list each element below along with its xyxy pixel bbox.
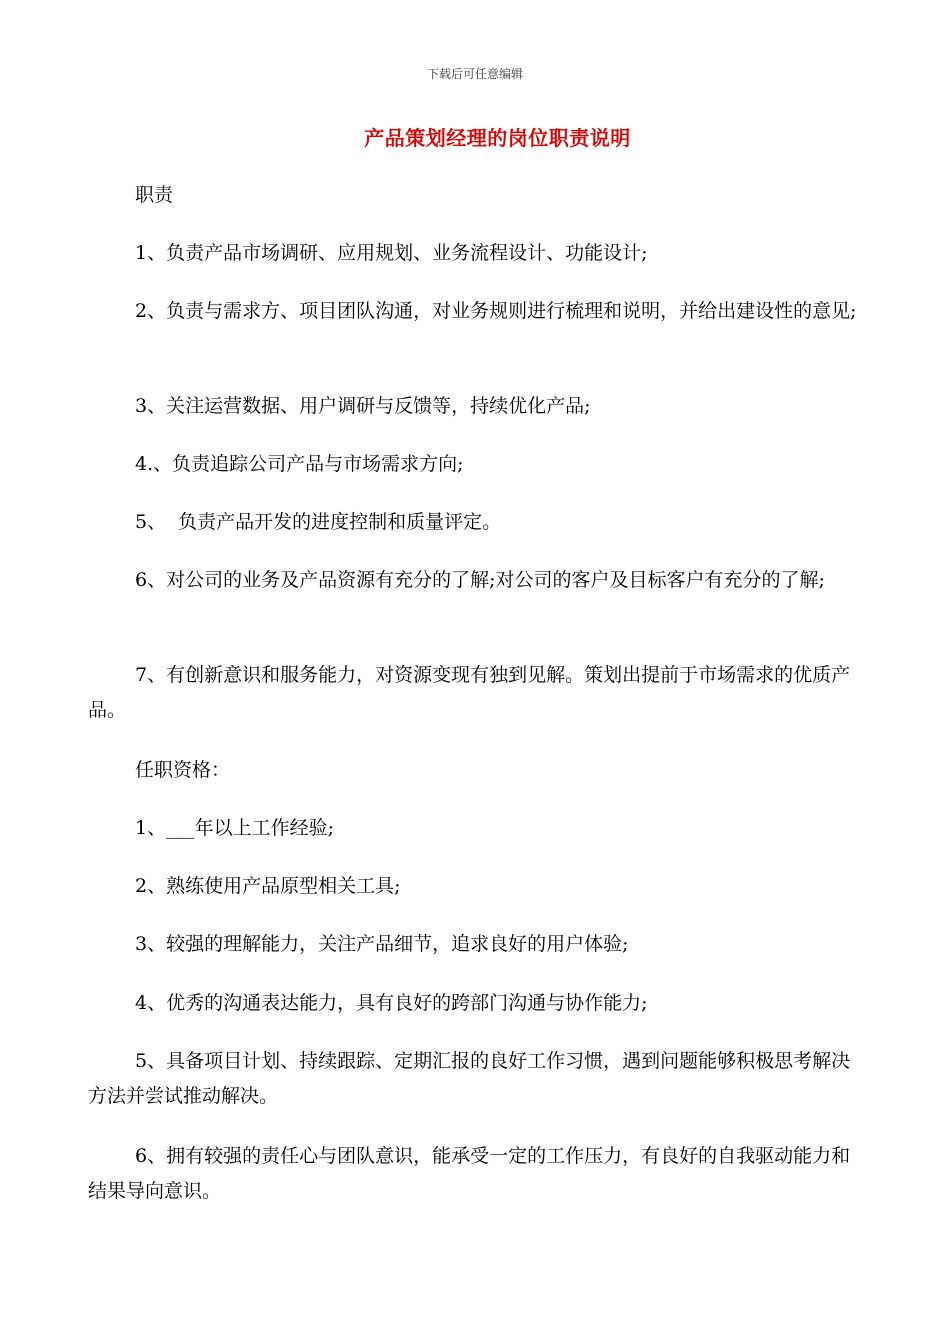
qualification-item-2: 2、熟练使用产品原型相关工具; [135, 875, 401, 897]
duty-item-5: 5、 负责产品开发的进度控制和质量评定。 [135, 511, 502, 533]
duty-item-1: 1、负责产品市场调研、应用规划、业务流程设计、功能设计; [135, 242, 648, 264]
duty-item-6: 6、对公司的业务及产品资源有充分的了解;对公司的客户及目标客户有充分的了解; [135, 569, 825, 591]
qualification-item-1: 1、___年以上工作经验; [135, 817, 334, 839]
duty-item-2: 2、负责与需求方、项目团队沟通，对业务规则进行梳理和说明，并给出建设性的意见; [135, 300, 857, 322]
duty-item-7: 7、有创新意识和服务能力，对资源变现有独到见解。策划出提前于市场需求的优质产品。 [88, 664, 851, 721]
qualification-item-3: 3、较强的理解能力，关注产品细节，追求良好的用户体验; [135, 933, 629, 955]
duty-item-4: 4.、负责追踪公司产品与市场需求方向; [135, 453, 464, 475]
duty-item-3: 3、关注运营数据、用户调研与反馈等，持续优化产品; [135, 395, 591, 417]
document-title: 产品策划经理的岗位职责说明 [364, 126, 631, 150]
section-heading-duties: 职责 [135, 184, 174, 206]
qualification-item-5: 5、具备项目计划、持续跟踪、定期汇报的良好工作习惯，遇到问题能够积极思考解决方法并尝试推动解决。 [88, 1050, 851, 1107]
header-note: 下载后可任意编辑 [426, 67, 523, 81]
qualification-item-6: 6、拥有较强的责任心与团队意识，能承受一定的工作压力，有良好的自我驱动能力和结果导向意识。 [88, 1145, 851, 1202]
qualification-item-4: 4、优秀的沟通表达能力，具有良好的跨部门沟通与协作能力; [135, 992, 648, 1014]
section-heading-qualifications: 任职资格： [135, 759, 231, 781]
